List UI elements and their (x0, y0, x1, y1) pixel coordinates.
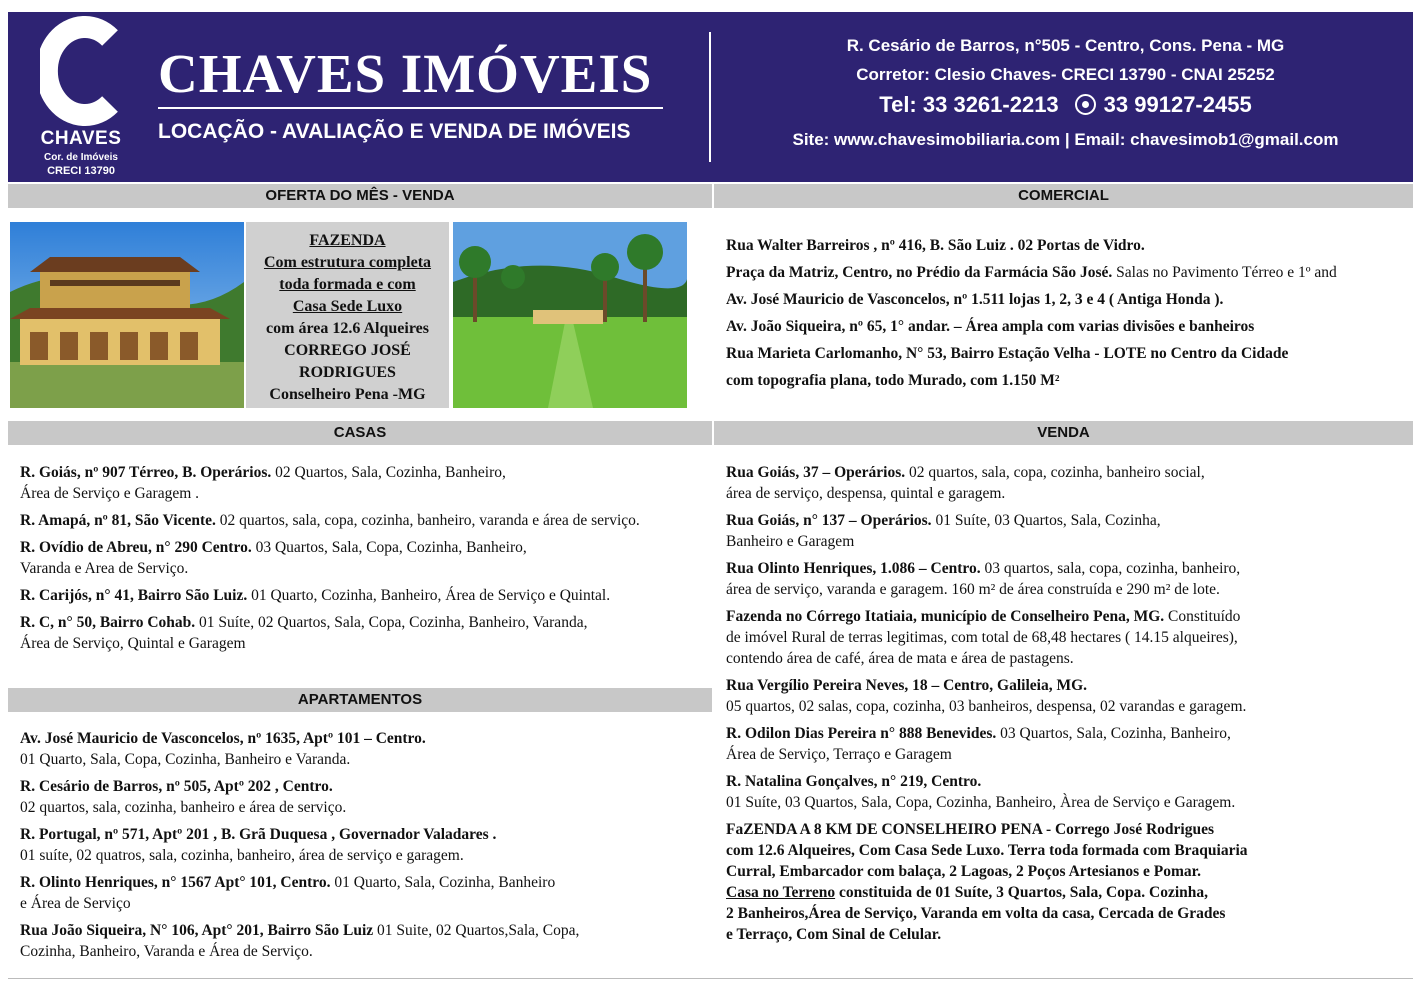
fazenda-final (726, 819, 1411, 945)
section-casas: CASAS (8, 421, 712, 445)
casas-list (20, 462, 710, 660)
phones (718, 92, 1413, 118)
web-contacts: Site: www.chavesimobiliaria.com | Email: chavesimob1@gmail.com (792, 130, 1339, 149)
brand-underline (158, 107, 663, 109)
farmhouse-photo (10, 222, 244, 408)
featured-line-1: FAZENDA (309, 232, 386, 249)
featured-line-8: Conselheiro Pena -MG (269, 386, 426, 403)
casa-item: R. Goiás, nº 907 Térreo, B. Operários. 02 Quartos, Sala, Cozinha, Banheiro, Área de Serviço e Garagem . (20, 464, 506, 502)
brand-title: CHAVES IMÓVEIS (158, 43, 653, 104)
email-link[interactable]: Email: chavesimob1@gmail.com (1074, 130, 1339, 149)
comercial-item: Av. João Siqueira, nº 65, 1° andar. – Área ampla com varias divisões e banheiros (726, 318, 1255, 335)
casa-item: R. Ovídio de Abreu, n° 290 Centro. 03 Quartos, Sala, Copa, Cozinha, Banheiro, Varanda e Area de Serviço. (20, 539, 527, 577)
logo (22, 12, 140, 182)
comercial-item: Rua Marieta Carlomanho, N° 53, Bairro Estação Velha - LOTE no Centro da Cidade (726, 345, 1289, 362)
apartamento-item: Rua João Siqueira, N° 106, Apt° 201, Bairro São Luiz 01 Suite, 02 Quartos,Sala, Copa, Cozinha, Banheiro, Varanda e Área de Serviço. (20, 922, 580, 960)
broker: Corretor: Clesio Chaves- CRECI 13790 - CNAI 25252 (856, 65, 1275, 84)
featured-line-4: Casa Sede Luxo (292, 298, 403, 315)
venda-item: R. Natalina Gonçalves, n° 219, Centro. 01 Suíte, 03 Quartos, Sala, Copa, Cozinha, Banheiro, Àrea de Serviço e Garagem. (726, 773, 1236, 811)
fazenda-line: e Terraço, Com Sinal de Celular. (726, 926, 942, 943)
flyer-page (8, 12, 1413, 979)
featured-line-3: toda formada e com (279, 276, 416, 293)
venda-item: Rua Goiás, n° 137 – Operários. 01 Suíte, 03 Quartos, Sala, Cozinha, Banheiro e Garagem (726, 512, 1161, 550)
venda-list (726, 462, 1411, 951)
apartamento-item: R. Portugal, nº 571, Aptº 201 , B. Grã Duquesa , Governador Valadares . 01 suíte, 02 quatros, sala, cozinha, banheiro, área de serviço e garagem. (20, 826, 497, 864)
featured-line-5: com área 12.6 Alqueires (266, 320, 429, 337)
header-divider (709, 32, 711, 162)
logo-c-mark (40, 16, 120, 126)
section-oferta: OFERTA DO MÊS - VENDA (8, 184, 712, 208)
comercial-item: Rua Walter Barreiros , nº 416, B. São Luiz . 02 Portas de Vidro. (726, 237, 1145, 254)
featured-line-2: Com estrutura completa (263, 254, 432, 271)
fazenda-line: FaZENDA A 8 KM DE CONSELHEIRO PENA - Corrego José Rodrigues (726, 821, 1214, 838)
apartamentos-list (20, 728, 710, 968)
section-venda: VENDA (714, 421, 1413, 445)
comercial-item: Praça da Matriz, Centro, no Prédio da Farmácia São José. Salas no Pavimento Térreo e 1º and (726, 264, 1337, 281)
address: R. Cesário de Barros, n°505 - Centro, Cons. Pena - MG (846, 36, 1285, 55)
comercial-item: Av. José Mauricio de Vasconcelos, nº 1.511 lojas 1, 2, 3 e 4 ( Antiga Honda ). (726, 291, 1224, 308)
venda-item: Rua Goiás, 37 – Operários. 02 quartos, sala, copa, cozinha, banheiro social, área de serviço, despensa, quintal e garagem. (726, 464, 1205, 502)
header-banner (8, 12, 1413, 182)
comercial-list (726, 232, 1411, 394)
comercial-item: com topografia plana, todo Murado, com 1.150 M² (726, 372, 1060, 389)
apartamento-item: Av. José Mauricio de Vasconcelos, nº 1635, Aptº 101 – Centro. 01 Quarto, Sala, Copa, Cozinha, Banheiro e Varanda. (20, 730, 426, 768)
venda-item: Fazenda no Córrego Itatiaia, município de Conselheiro Pena, MG. Constituído de imóvel Rural de terras legitimas, com total de 68,48 hectares ( 14.15 alqueires), contendo área de café, área de mata e área de pastagens. (726, 608, 1241, 667)
featured-offer (246, 222, 449, 408)
phone[interactable]: Tel: 33 3261-2213 (879, 92, 1059, 117)
fazenda-line: 2 Banheiros,Área de Serviço, Varanda em volta da casa, Cercada de Grades (726, 905, 1226, 922)
logo-subtitle: Cor. de Imóveis (44, 152, 118, 163)
fazenda-line: com 12.6 Alqueires, Com Casa Sede Luxo. Terra toda formada com Braquiaria (726, 842, 1248, 859)
tagline: LOCAÇÃO - AVALIAÇÃO E VENDA DE IMÓVEIS (158, 120, 631, 143)
site-link[interactable]: Site: www.chavesimobiliaria.com (792, 130, 1061, 149)
casa-item: R. Amapá, nº 81, São Vicente. 02 quartos, sala, copa, cozinha, banheiro, varanda e área de serviço. (20, 512, 640, 529)
logo-creci: CRECI 13790 (47, 165, 115, 177)
whatsapp-icon (1075, 94, 1096, 115)
logo-name: CHAVES (40, 128, 122, 149)
section-comercial: COMERCIAL (714, 184, 1413, 208)
whatsapp-number[interactable]: 33 99127-2455 (1103, 92, 1252, 117)
apartamento-item: R. Cesário de Barros, nº 505, Aptº 202 , Centro. 02 quartos, sala, cozinha, banheiro e área de serviço. (20, 778, 347, 816)
featured-line-7: RODRIGUES (299, 364, 396, 381)
section-apartamentos: APARTAMENTOS (8, 688, 712, 712)
palm-field-photo (453, 222, 687, 408)
casa-item: R. Carijós, n° 41, Bairro São Luiz. 01 Quarto, Cozinha, Banheiro, Área de Serviço e Quintal. (20, 587, 611, 604)
fazenda-line: Casa no Terreno constituida de 01 Suíte, 3 Quartos, Sala, Copa. Cozinha, (726, 884, 1209, 901)
venda-item: Rua Vergílio Pereira Neves, 18 – Centro, Galileia, MG. 05 quartos, 02 salas, copa, cozinha, 03 banheiros, despensa, 02 varandas e garagem. (726, 677, 1247, 715)
apartamento-item: R. Olinto Henriques, n° 1567 Apt° 101, Centro. 01 Quarto, Sala, Cozinha, Banheiro e Área de Serviço (20, 874, 556, 912)
featured-line-6: CORREGO JOSÉ (284, 342, 411, 359)
fazenda-line: Curral, Embarcador com balaça, 2 Lagoas, 2 Poços Artesianos e Pomar. (726, 863, 1202, 880)
venda-item: R. Odilon Dias Pereira n° 888 Benevides. 03 Quartos, Sala, Cozinha, Banheiro, Área de Serviço, Terraço e Garagem (726, 725, 1231, 763)
venda-item: Rua Olinto Henriques, 1.086 – Centro. 03 quartos, sala, copa, cozinha, banheiro, área de serviço, varanda e garagem. 160 m² de área construída e 290 m² de lote. (726, 560, 1241, 598)
casa-item: R. C, n° 50, Bairro Cohab. 01 Suíte, 02 Quartos, Sala, Copa, Cozinha, Banheiro, Varanda, Área de Serviço, Quintal e Garagem (20, 614, 588, 652)
